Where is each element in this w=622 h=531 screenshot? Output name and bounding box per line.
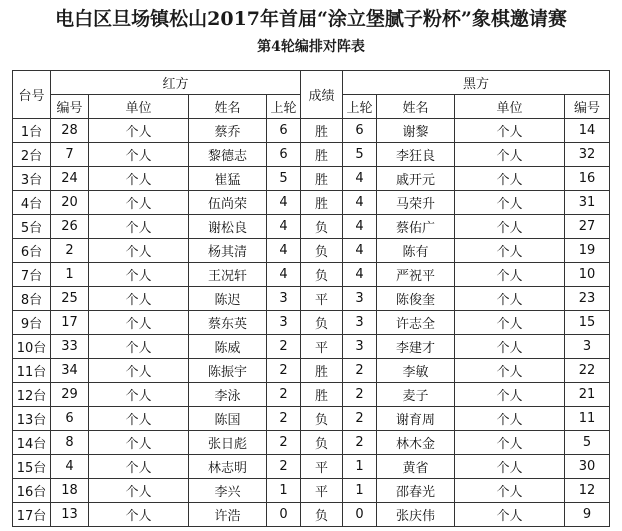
cell-red-unit: 个人: [89, 503, 189, 527]
cell-black-number: 23: [565, 287, 610, 311]
cell-board: 14台: [13, 431, 51, 455]
cell-black-prev-round: 5: [343, 143, 377, 167]
cell-black-number: 31: [565, 191, 610, 215]
header-row-groups: [13, 71, 610, 95]
cell-result: 负: [301, 503, 343, 527]
cell-black-prev-round: 2: [343, 383, 377, 407]
cell-board: 5台: [13, 215, 51, 239]
cell-black-unit: 个人: [455, 383, 565, 407]
cell-red-unit: 个人: [89, 335, 189, 359]
cell-red-unit: 个人: [89, 359, 189, 383]
cell-result: 胜: [301, 191, 343, 215]
cell-red-unit: 个人: [89, 239, 189, 263]
cell-red-number: 34: [51, 359, 89, 383]
cell-red-number: 8: [51, 431, 89, 455]
table-row: [13, 167, 610, 191]
cell-black-prev-round: 4: [343, 263, 377, 287]
header-board: 台号: [13, 71, 51, 119]
cell-red-prev-round: 2: [267, 359, 301, 383]
cell-black-name: 谢黎: [377, 119, 455, 143]
cell-board: 15台: [13, 455, 51, 479]
cell-black-name: 麦子: [377, 383, 455, 407]
cell-red-name: 崔猛: [189, 167, 267, 191]
cell-red-unit: 个人: [89, 287, 189, 311]
cell-result: 负: [301, 215, 343, 239]
table-body: [13, 119, 610, 527]
cell-red-prev-round: 2: [267, 335, 301, 359]
header-red-unit: 单位: [89, 95, 189, 119]
header-result: 成绩: [301, 71, 343, 119]
table-row: [13, 191, 610, 215]
header-red-side: 红方: [51, 71, 301, 95]
cell-red-number: 33: [51, 335, 89, 359]
header-black-number: 编号: [565, 95, 610, 119]
cell-red-unit: 个人: [89, 407, 189, 431]
cell-red-prev-round: 2: [267, 431, 301, 455]
cell-black-number: 5: [565, 431, 610, 455]
cell-red-unit: 个人: [89, 311, 189, 335]
cell-red-name: 陈威: [189, 335, 267, 359]
cell-red-prev-round: 4: [267, 239, 301, 263]
cell-black-prev-round: 1: [343, 479, 377, 503]
cell-red-number: 20: [51, 191, 89, 215]
cell-red-name: 黎德志: [189, 143, 267, 167]
cell-red-number: 4: [51, 455, 89, 479]
cell-result: 胜: [301, 359, 343, 383]
table-row: [13, 215, 610, 239]
cell-red-name: 陈迟: [189, 287, 267, 311]
header-black-side: 黑方: [343, 71, 610, 95]
cell-black-unit: 个人: [455, 479, 565, 503]
cell-result: 负: [301, 263, 343, 287]
cell-red-unit: 个人: [89, 263, 189, 287]
cell-black-number: 12: [565, 479, 610, 503]
cell-red-prev-round: 6: [267, 119, 301, 143]
cell-board: 3台: [13, 167, 51, 191]
cell-red-prev-round: 5: [267, 167, 301, 191]
header-red-name: 姓名: [189, 95, 267, 119]
cell-red-name: 陈振宇: [189, 359, 267, 383]
cell-board: 17台: [13, 503, 51, 527]
cell-red-unit: 个人: [89, 191, 189, 215]
cell-red-number: 13: [51, 503, 89, 527]
cell-black-unit: 个人: [455, 311, 565, 335]
cell-black-prev-round: 0: [343, 503, 377, 527]
cell-board: 1台: [13, 119, 51, 143]
cell-black-prev-round: 4: [343, 215, 377, 239]
table-row: [13, 455, 610, 479]
cell-red-name: 伍尚荣: [189, 191, 267, 215]
cell-result: 胜: [301, 383, 343, 407]
cell-black-unit: 个人: [455, 215, 565, 239]
cell-black-name: 蔡佑广: [377, 215, 455, 239]
cell-black-unit: 个人: [455, 287, 565, 311]
cell-result: 胜: [301, 119, 343, 143]
cell-red-name: 杨其清: [189, 239, 267, 263]
cell-black-name: 李建才: [377, 335, 455, 359]
cell-board: 11台: [13, 359, 51, 383]
cell-black-unit: 个人: [455, 455, 565, 479]
cell-red-prev-round: 1: [267, 479, 301, 503]
cell-black-name: 严祝平: [377, 263, 455, 287]
cell-result: 负: [301, 239, 343, 263]
cell-board: 10台: [13, 335, 51, 359]
cell-red-number: 29: [51, 383, 89, 407]
cell-red-number: 24: [51, 167, 89, 191]
cell-result: 胜: [301, 167, 343, 191]
cell-black-prev-round: 3: [343, 335, 377, 359]
cell-black-prev-round: 2: [343, 431, 377, 455]
cell-black-name: 陈有: [377, 239, 455, 263]
cell-black-unit: 个人: [455, 359, 565, 383]
cell-red-name: 李泳: [189, 383, 267, 407]
cell-red-unit: 个人: [89, 455, 189, 479]
document-title: 电白区旦场镇松山2017年首届“涂立堡腻子粉杯”象棋邀请赛: [55, 8, 567, 30]
table-row: [13, 479, 610, 503]
cell-red-unit: 个人: [89, 383, 189, 407]
cell-red-prev-round: 2: [267, 383, 301, 407]
cell-red-prev-round: 2: [267, 407, 301, 431]
table-row: [13, 239, 610, 263]
cell-result: 胜: [301, 143, 343, 167]
cell-black-prev-round: 4: [343, 239, 377, 263]
table-row: [13, 287, 610, 311]
cell-black-prev-round: 3: [343, 287, 377, 311]
cell-black-name: 谢育周: [377, 407, 455, 431]
cell-black-number: 9: [565, 503, 610, 527]
cell-red-prev-round: 3: [267, 287, 301, 311]
cell-black-prev-round: 3: [343, 311, 377, 335]
cell-black-number: 3: [565, 335, 610, 359]
cell-black-prev-round: 4: [343, 191, 377, 215]
cell-result: 负: [301, 311, 343, 335]
cell-black-name: 邵春光: [377, 479, 455, 503]
cell-board: 7台: [13, 263, 51, 287]
cell-black-name: 张庆伟: [377, 503, 455, 527]
table-row: [13, 407, 610, 431]
cell-red-unit: 个人: [89, 119, 189, 143]
cell-black-unit: 个人: [455, 263, 565, 287]
cell-black-number: 32: [565, 143, 610, 167]
cell-red-number: 6: [51, 407, 89, 431]
cell-result: 负: [301, 431, 343, 455]
cell-black-unit: 个人: [455, 239, 565, 263]
cell-red-prev-round: 4: [267, 191, 301, 215]
cell-red-number: 2: [51, 239, 89, 263]
table-row: [13, 143, 610, 167]
cell-red-prev-round: 0: [267, 503, 301, 527]
cell-red-unit: 个人: [89, 143, 189, 167]
cell-black-number: 15: [565, 311, 610, 335]
table-header: [13, 71, 610, 119]
cell-red-unit: 个人: [89, 167, 189, 191]
cell-black-name: 李狂良: [377, 143, 455, 167]
cell-black-prev-round: 6: [343, 119, 377, 143]
cell-red-name: 谢松良: [189, 215, 267, 239]
cell-board: 12台: [13, 383, 51, 407]
cell-red-name: 张日彪: [189, 431, 267, 455]
cell-black-unit: 个人: [455, 335, 565, 359]
cell-board: 4台: [13, 191, 51, 215]
table-row: [13, 359, 610, 383]
cell-result: 平: [301, 287, 343, 311]
cell-red-number: 1: [51, 263, 89, 287]
cell-black-prev-round: 1: [343, 455, 377, 479]
cell-board: 9台: [13, 311, 51, 335]
cell-red-name: 蔡东英: [189, 311, 267, 335]
pairing-table: [12, 70, 610, 527]
table-row: [13, 335, 610, 359]
cell-black-unit: 个人: [455, 143, 565, 167]
cell-black-number: 19: [565, 239, 610, 263]
cell-red-prev-round: 2: [267, 455, 301, 479]
cell-black-name: 黄省: [377, 455, 455, 479]
cell-black-unit: 个人: [455, 119, 565, 143]
cell-black-name: 李敏: [377, 359, 455, 383]
cell-black-number: 16: [565, 167, 610, 191]
cell-black-number: 21: [565, 383, 610, 407]
cell-black-name: 林木金: [377, 431, 455, 455]
cell-black-unit: 个人: [455, 167, 565, 191]
cell-black-unit: 个人: [455, 503, 565, 527]
cell-black-unit: 个人: [455, 431, 565, 455]
table-row: [13, 263, 610, 287]
cell-black-number: 27: [565, 215, 610, 239]
cell-black-number: 10: [565, 263, 610, 287]
cell-result: 平: [301, 455, 343, 479]
cell-board: 6台: [13, 239, 51, 263]
header-black-name: 姓名: [377, 95, 455, 119]
header-black-unit: 单位: [455, 95, 565, 119]
cell-black-number: 22: [565, 359, 610, 383]
cell-result: 平: [301, 335, 343, 359]
cell-black-name: 马荣升: [377, 191, 455, 215]
cell-red-unit: 个人: [89, 431, 189, 455]
cell-black-prev-round: 2: [343, 407, 377, 431]
header-red-prev-round: 上轮: [267, 95, 301, 119]
cell-result: 平: [301, 479, 343, 503]
cell-board: 13台: [13, 407, 51, 431]
table-row: [13, 383, 610, 407]
cell-black-prev-round: 2: [343, 359, 377, 383]
cell-red-number: 17: [51, 311, 89, 335]
cell-black-name: 陈俊奎: [377, 287, 455, 311]
cell-red-prev-round: 6: [267, 143, 301, 167]
cell-black-unit: 个人: [455, 407, 565, 431]
cell-red-number: 26: [51, 215, 89, 239]
cell-red-name: 蔡乔: [189, 119, 267, 143]
cell-red-number: 25: [51, 287, 89, 311]
document-subtitle: 第4轮编排对阵表: [257, 39, 365, 55]
cell-red-unit: 个人: [89, 215, 189, 239]
cell-result: 负: [301, 407, 343, 431]
cell-red-name: 林志明: [189, 455, 267, 479]
table-row: [13, 503, 610, 527]
table-row: [13, 119, 610, 143]
cell-red-name: 许浩: [189, 503, 267, 527]
cell-red-number: 18: [51, 479, 89, 503]
header-black-prev-round: 上轮: [343, 95, 377, 119]
cell-black-number: 14: [565, 119, 610, 143]
cell-black-number: 11: [565, 407, 610, 431]
table-row: [13, 311, 610, 335]
table-row: [13, 431, 610, 455]
cell-black-unit: 个人: [455, 191, 565, 215]
cell-red-name: 李兴: [189, 479, 267, 503]
cell-red-prev-round: 4: [267, 263, 301, 287]
cell-board: 8台: [13, 287, 51, 311]
cell-red-number: 7: [51, 143, 89, 167]
cell-red-name: 王况轩: [189, 263, 267, 287]
cell-board: 16台: [13, 479, 51, 503]
cell-black-number: 30: [565, 455, 610, 479]
cell-board: 2台: [13, 143, 51, 167]
cell-red-prev-round: 4: [267, 215, 301, 239]
cell-black-name: 许志全: [377, 311, 455, 335]
cell-red-unit: 个人: [89, 479, 189, 503]
cell-black-name: 戚开元: [377, 167, 455, 191]
cell-red-prev-round: 3: [267, 311, 301, 335]
cell-red-number: 28: [51, 119, 89, 143]
header-red-number: 编号: [51, 95, 89, 119]
cell-red-name: 陈国: [189, 407, 267, 431]
cell-black-prev-round: 4: [343, 167, 377, 191]
